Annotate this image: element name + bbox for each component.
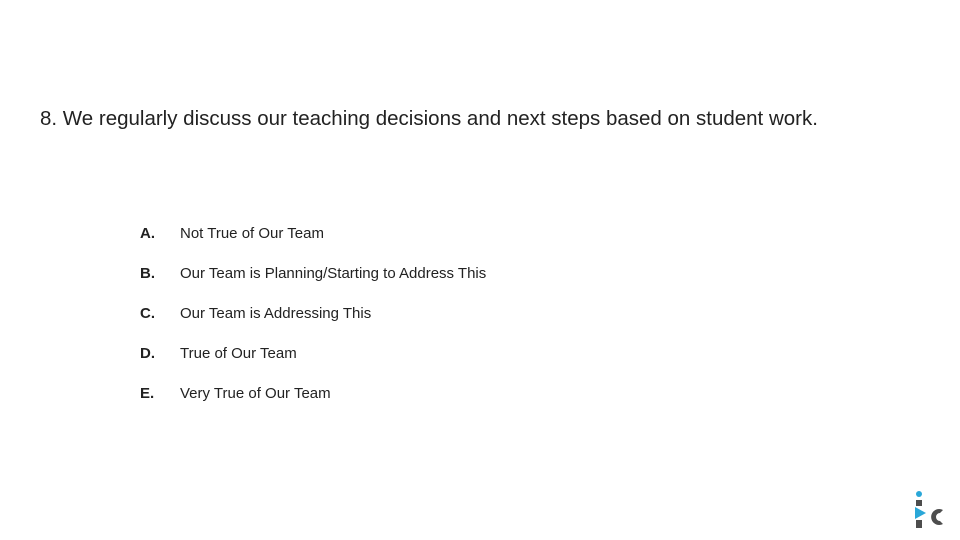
- ic-logo-icon: [912, 490, 946, 530]
- answer-option-d: [140, 344, 840, 384]
- option-text: Our Team is Planning/Starting to Address This: [180, 265, 487, 282]
- option-text: Not True of Our Team: [180, 225, 324, 242]
- logo-c: [931, 509, 943, 525]
- answer-option-e: [140, 384, 840, 424]
- answer-option-b: [140, 264, 840, 304]
- option-letter: C.: [140, 305, 155, 322]
- option-letter: D.: [140, 345, 155, 362]
- logo-dot: [916, 491, 922, 497]
- answer-option-a: [140, 224, 840, 264]
- option-letter: B.: [140, 265, 155, 282]
- option-text: True of Our Team: [180, 345, 297, 362]
- option-letter: E.: [140, 385, 155, 402]
- logo-i-stem-top: [916, 500, 922, 506]
- option-text: Very True of Our Team: [180, 385, 331, 402]
- question-text: 8. We regularly discuss our teaching decisions and next steps based on student work.: [40, 107, 818, 130]
- answer-option-c: [140, 304, 840, 344]
- option-letter: A.: [140, 225, 155, 242]
- option-text: Our Team is Addressing This: [180, 305, 372, 322]
- answer-options-list: [140, 224, 840, 424]
- logo-i-stem-bottom: [916, 520, 922, 528]
- logo-arrow: [915, 507, 926, 519]
